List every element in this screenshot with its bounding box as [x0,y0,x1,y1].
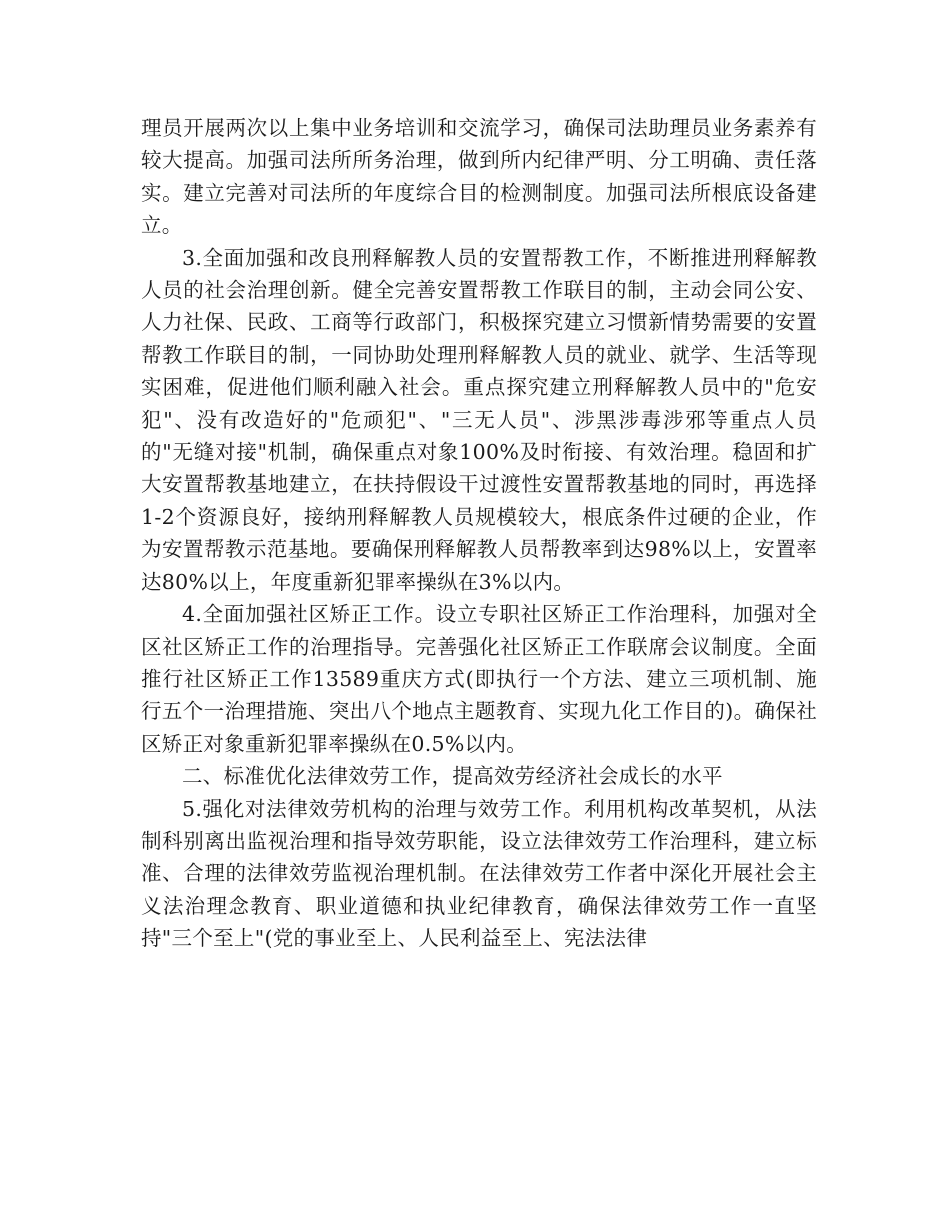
document-page [141,112,817,955]
section-heading-2: 二、标准优化法律效劳工作，提高效劳经济社会成长的水平 [182,764,723,789]
paragraph-2: 3.全面加强和改良刑释解教人员的安置帮教工作，不断推进刑释解教人员的社会治理创新。健全完善安置帮教工作联目的制，主动会同公安、人力社保、民政、工商等行政部门，积极探究建立习惯新情势需要的安置帮教工作联目的制，一同协助处理刑释解教人员的就业、就学、生活等现实困难，促进他们顺利融入社会。重点探究建立刑释解教人员中的"危安犯"、没有改造好的"危顽犯"、"三无人员"、涉黑涉毒涉邪等重点人员的"无缝对接"机制，确保重点对象100%及时衔接、有效治理。稳固和扩大安置帮教基地建立，在扶持假设干过渡性安置帮教基地的同时，再选择1-2个资源良好，接纳刑释解教人员规模较大，根底条件过硬的企业，作为安置帮教示范基地。要确保刑释解教人员帮教率到达98%以上，安置率达80%以上，年度重新犯罪率操纵在3%以内。 [141,245,817,594]
paragraph-3: 4.全面加强社区矫正工作。设立专职社区矫正工作治理科，加强对全区社区矫正工作的治理指导。完善强化社区矫正工作联席会议制度。全面推行社区矫正工作13589重庆方式(即执行一个方法、建立三项机制、施行五个一治理措施、突出八个地点主题教育、实现九化工作目的)。确保社区矫正对象重新犯罪率操纵在0.5%以内。 [141,602,817,756]
paragraph-1: 理员开展两次以上集中业务培训和交流学习，确保司法助理员业务素养有较大提高。加强司法所所务治理，做到所内纪律严明、分工明确、责任落实。建立完善对司法所的年度综合目的检测制度。加强司法所根底设备建立。 [141,116,817,238]
paragraph-5: 5.强化对法律效劳机构的治理与效劳工作。利用机构改革契机，从法制科别离出监视治理和指导效劳职能，设立法律效劳工作治理科，建立标准、合理的法律效劳监视治理机制。在法律效劳工作者中深化开展社会主义法治理念教育、职业道德和执业纪律教育，确保法律效劳工作一直坚持"三个至上"(党的事业至上、人民利益至上、宪法法律 [141,796,817,951]
